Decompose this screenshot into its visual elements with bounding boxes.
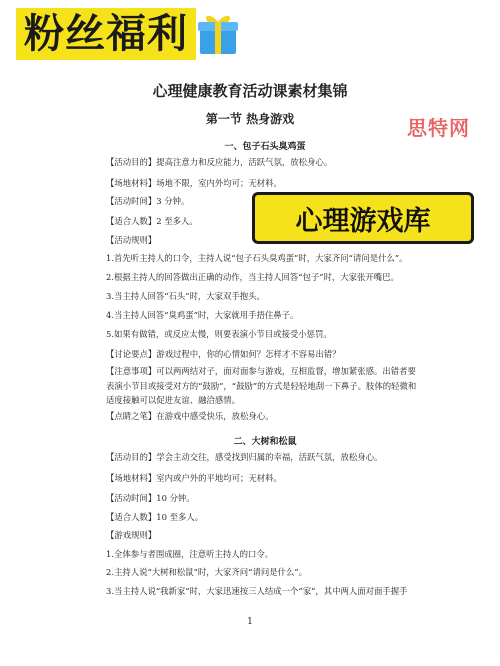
game2-goal: 【活动目的】学会主动交往，感受找到归属的幸福，活跃气氛，放松身心。 <box>106 452 383 462</box>
banner-title: 粉丝福利 <box>16 8 196 60</box>
game1-time: 【活动时间】3 分钟。 <box>106 196 190 206</box>
game1-summary: 【点睛之笔】在游戏中感受快乐，放松身心。 <box>106 411 274 421</box>
game1-rule-4: 4.当主持人回答“臭鸡蛋”时，大家就用手捂住鼻子。 <box>106 310 299 320</box>
game1-discussion: 【讨论要点】游戏过程中，你的心情如何？怎样才不容易出错？ <box>106 349 341 359</box>
game2-rule-2: 2.主持人说“大树和松鼠”时，大家齐问“请问是什么”。 <box>106 567 307 577</box>
game2-people: 【适合人数】10 至多人。 <box>106 512 204 522</box>
game1-rule-3: 3.当主持人回答“石头”时，大家双手抱头。 <box>106 291 265 301</box>
watermark: 思特网 <box>407 116 470 140</box>
game2-time: 【活动时间】10 分钟。 <box>106 493 195 503</box>
game1-rule-2: 2.根据主持人的回答做出正确的动作，当主持人回答“包子”时，大家张开嘴巴。 <box>106 272 399 282</box>
overlay-stamp: 心理游戏库 <box>252 192 474 244</box>
game2-rules-label: 【游戏规则】 <box>106 530 157 540</box>
game1-people: 【适合人数】2 至多人。 <box>106 216 198 226</box>
game2-venue: 【场地材料】室内或户外的平地均可；无材料。 <box>106 473 282 483</box>
game1-goal: 【活动目的】提高注意力和反应能力，活跃气氛，放松身心。 <box>106 157 333 167</box>
game1-heading: 一、包子石头臭鸡蛋 <box>224 142 306 152</box>
section-heading: 第一节 热身游戏 <box>205 112 295 126</box>
game1-rules-label: 【活动规则】 <box>106 235 157 245</box>
game1-rule-1: 1.首先听主持人的口令，主持人说“包子石头臭鸡蛋”时，大家齐问“请问是什么”。 <box>106 253 408 263</box>
game1-rule-5: 5.如果有做错，或反应太慢，则要表演小节目或接受小惩罚。 <box>106 329 332 339</box>
gift-box-icon <box>196 12 240 56</box>
game2-rule-1: 1.全体参与者围成圈，注意听主持人的口令。 <box>106 549 274 559</box>
game1-notes: 【注意事项】可以两两结对子，面对面参与游戏，互相监督，增加紧张感。出错者要表演小节目或接受对方的“鼓励”，“鼓励”的方式是轻轻地刮一下鼻子。肢体的轻微和适度接触可以促进友谊、融洽感情。 <box>106 366 417 405</box>
promo-banner <box>0 0 500 82</box>
game1-venue: 【场地材料】场地不限，室内外均可；无材料。 <box>106 178 282 188</box>
document-title: 心理健康教育活动课素材集锦 <box>152 82 348 100</box>
game2-heading: 二、大树和松鼠 <box>233 437 297 447</box>
page-number: 1 <box>247 617 253 627</box>
game2-rule-3: 3.当主持人说“我新家”时，大家迅速按三人结成一个“家”，其中两人面对面手握手 <box>106 586 408 596</box>
